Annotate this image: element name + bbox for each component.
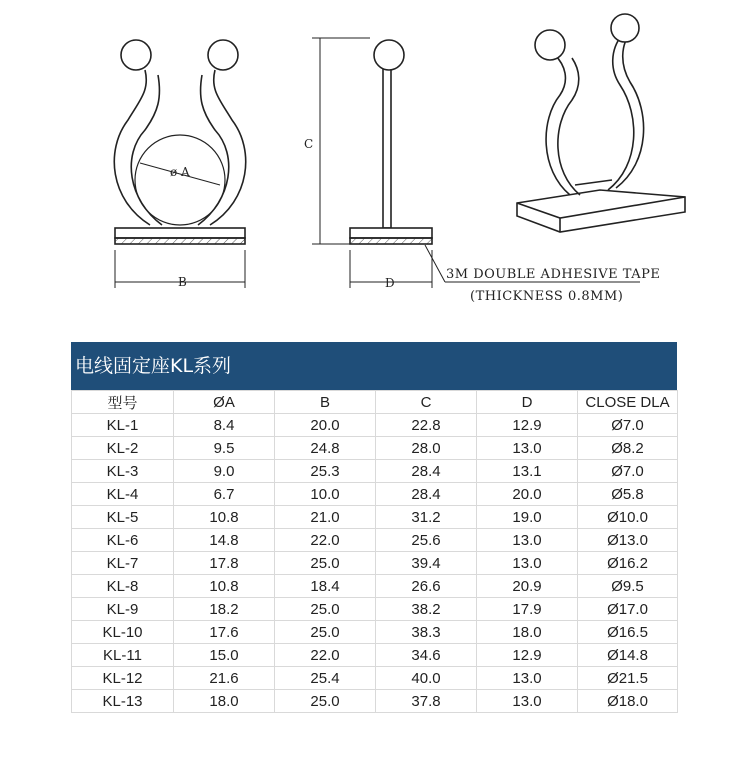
table-cell: Ø13.0 [578,529,678,552]
table-cell: Ø16.2 [578,552,678,575]
table-cell: Ø16.5 [578,621,678,644]
table-cell: 24.8 [275,437,376,460]
tape-note-line1: 3M DOUBLE ADHESIVE TAPE [446,267,661,282]
header-model: 型号 [72,391,174,414]
table-cell: 31.2 [376,506,477,529]
table-cell: KL-8 [72,575,174,598]
table-header-row [72,391,678,414]
table-title: 电线固定座KL系列 [71,342,677,390]
table-row [72,460,678,483]
table-cell: Ø7.0 [578,460,678,483]
table-cell: 10.0 [275,483,376,506]
table-cell: KL-1 [72,414,174,437]
table-cell: 20.0 [477,483,578,506]
table-cell: 18.2 [174,598,275,621]
table-cell: 38.3 [376,621,477,644]
table-body [72,414,678,713]
label-b: B [178,275,187,289]
table-cell: 40.0 [376,667,477,690]
isometric-view [517,14,685,232]
table-cell: 10.8 [174,506,275,529]
table-row [72,529,678,552]
table-row [72,414,678,437]
table-cell: 17.8 [174,552,275,575]
table-row [72,598,678,621]
tape-note-line2: (THICKNESS 0.8MM) [470,289,624,304]
table-cell: KL-4 [72,483,174,506]
table-cell: 18.4 [275,575,376,598]
table-cell: Ø10.0 [578,506,678,529]
table-cell: 22.8 [376,414,477,437]
table-cell: 37.8 [376,690,477,713]
table-cell: Ø14.8 [578,644,678,667]
table-cell: 13.0 [477,690,578,713]
technical-drawing [0,0,750,330]
table-cell: 14.8 [174,529,275,552]
table-cell: 9.5 [174,437,275,460]
table-row [72,506,678,529]
table-cell: 25.0 [275,598,376,621]
table-cell: 28.4 [376,483,477,506]
table-cell: 25.4 [275,667,376,690]
front-view [114,40,245,288]
table-row [72,575,678,598]
header-b: B [275,391,376,414]
table-row [72,621,678,644]
table-cell: 12.9 [477,644,578,667]
table-cell: Ø21.5 [578,667,678,690]
label-c: C [304,137,314,151]
table-cell: KL-9 [72,598,174,621]
table-cell: 25.0 [275,690,376,713]
table-cell: 34.6 [376,644,477,667]
table-cell: 12.9 [477,414,578,437]
table-cell: 13.0 [477,667,578,690]
table-cell: 8.4 [174,414,275,437]
table-cell: 21.6 [174,667,275,690]
table-cell: KL-11 [72,644,174,667]
table-cell: KL-12 [72,667,174,690]
table-cell: 39.4 [376,552,477,575]
table-cell: 21.0 [275,506,376,529]
table-cell: KL-2 [72,437,174,460]
table-cell: KL-7 [72,552,174,575]
table-cell: 18.0 [477,621,578,644]
table-row [72,483,678,506]
table-row [72,644,678,667]
table-cell: 22.0 [275,644,376,667]
table-row [72,667,678,690]
label-a: ø A [170,165,190,179]
table-cell: Ø5.8 [578,483,678,506]
table-cell: KL-5 [72,506,174,529]
table-cell: Ø7.0 [578,414,678,437]
table-cell: 20.0 [275,414,376,437]
table-row [72,552,678,575]
table-cell: KL-10 [72,621,174,644]
header-close-dla: CLOSE DLA [578,391,678,414]
table-cell: Ø8.2 [578,437,678,460]
table-cell: 26.6 [376,575,477,598]
table-cell: 6.7 [174,483,275,506]
table-cell: 25.0 [275,621,376,644]
spec-table-section [71,342,677,713]
table-cell: Ø9.5 [578,575,678,598]
table-cell: 15.0 [174,644,275,667]
table-cell: Ø17.0 [578,598,678,621]
table-cell: KL-13 [72,690,174,713]
table-cell: KL-6 [72,529,174,552]
table-cell: 20.9 [477,575,578,598]
table-cell: 13.0 [477,529,578,552]
side-view [312,38,640,288]
table-cell: 28.4 [376,460,477,483]
table-cell: 38.2 [376,598,477,621]
table-cell: 17.9 [477,598,578,621]
table-cell: 17.6 [174,621,275,644]
table-cell: 10.8 [174,575,275,598]
table-cell: 13.0 [477,437,578,460]
header-a: ØA [174,391,275,414]
table-cell: KL-3 [72,460,174,483]
table-cell: 22.0 [275,529,376,552]
label-d: D [385,276,395,290]
table-cell: 25.6 [376,529,477,552]
table-cell: 13.1 [477,460,578,483]
spec-table [71,390,678,713]
header-d: D [477,391,578,414]
table-row [72,690,678,713]
table-cell: 28.0 [376,437,477,460]
header-c: C [376,391,477,414]
table-cell: 25.3 [275,460,376,483]
table-cell: 13.0 [477,552,578,575]
table-cell: 25.0 [275,552,376,575]
table-cell: 19.0 [477,506,578,529]
table-cell: 9.0 [174,460,275,483]
table-cell: 18.0 [174,690,275,713]
table-row [72,437,678,460]
table-cell: Ø18.0 [578,690,678,713]
